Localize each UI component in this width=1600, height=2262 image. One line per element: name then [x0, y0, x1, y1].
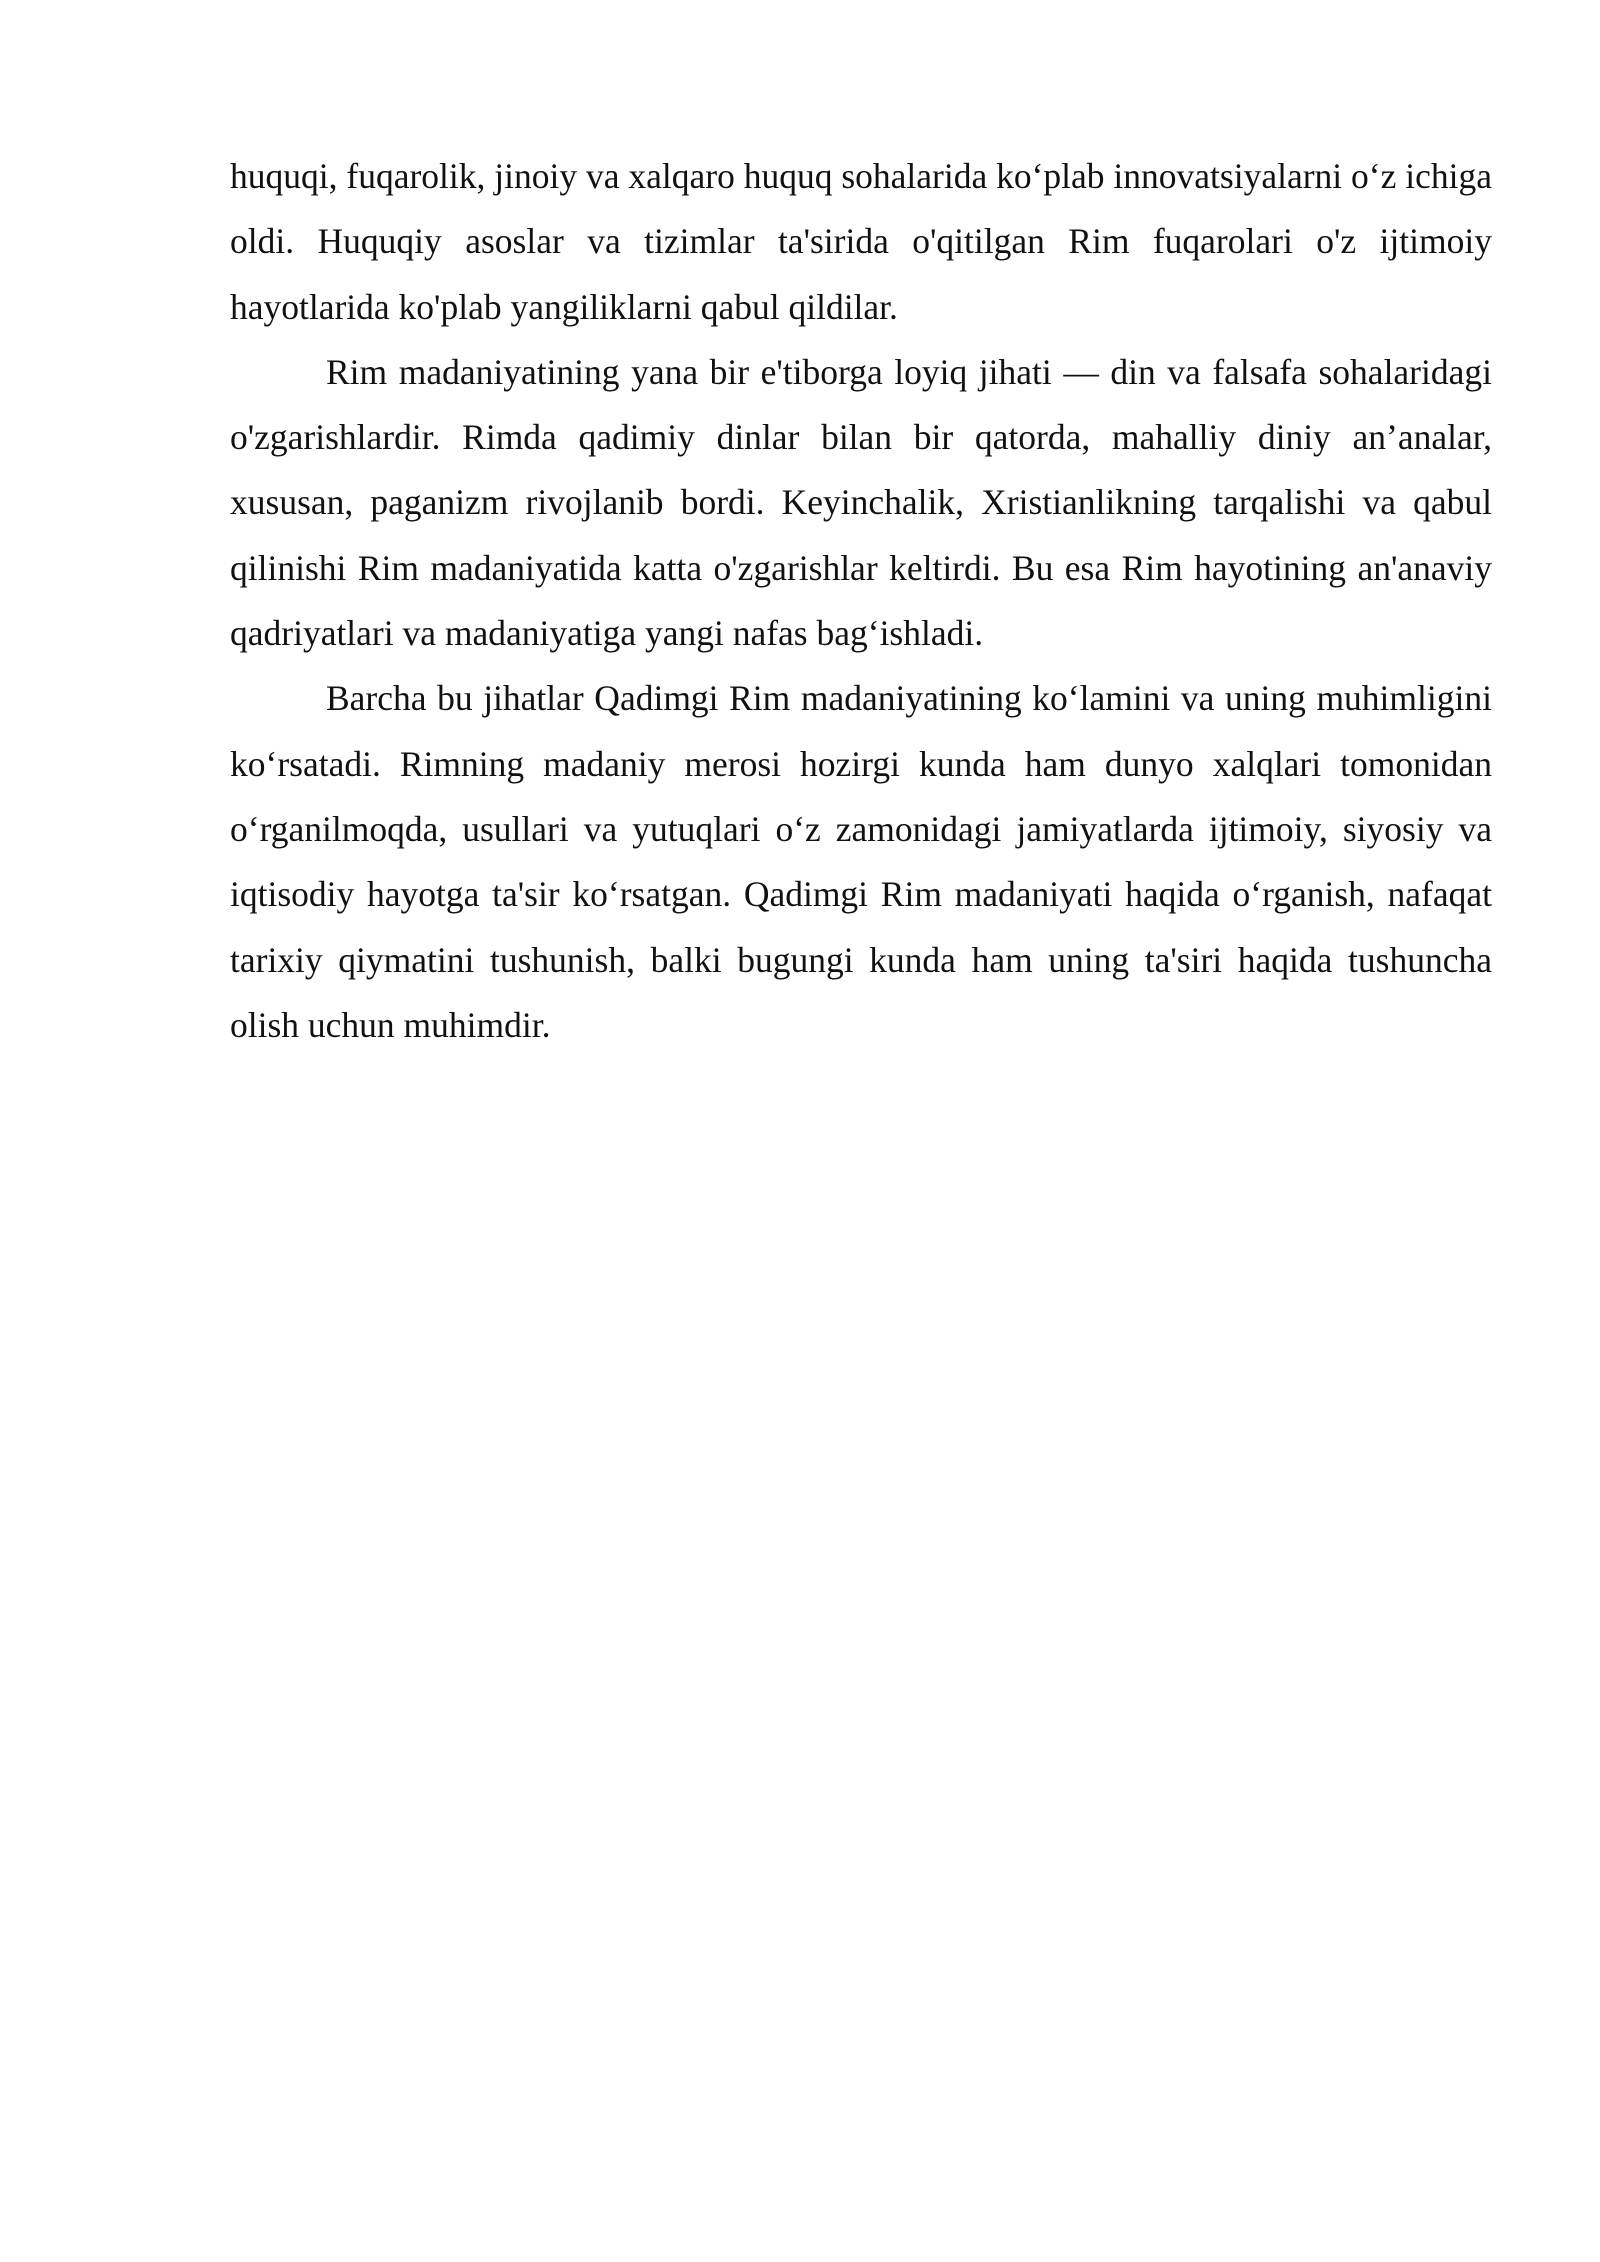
body-text — [230, 144, 1492, 1058]
paragraph-religion-philosophy: Rim madaniyatining yana bir e'tiborga loyiq jihati — din va falsafa sohalaridagi o'zgarishlardir. Rimda qadimiy dinlar bilan bir qatorda, mahalliy diniy an’analar, xususan, paganizm rivojlanib bordi. Keyinchalik, Xristianlikning tarqalishi va qabul qilinishi Rim madaniyatida katta o'zgarishlar keltirdi. Bu esa Rim hayotining an'anaviy qadriyatlari va madaniyatiga yangi nafas bag‘ishladi. — [230, 351, 1492, 654]
paragraph-conclusion: Barcha bu jihatlar Qadimgi Rim madaniyatining ko‘lamini va uning muhimligini ko‘rsatadi. Rimning madaniy merosi hozirgi kunda ham dunyo xalqlari tomonidan o‘rganilmoqda, usullari va yutuqlari o‘z zamonidagi jamiyatlarda ijtimoiy, siyosiy va iqtisodiy hayotga ta'sir ko‘rsatgan. Qadimgi Rim madaniyati haqida o‘rganish, nafaqat tarixiy qiymatini tushunish, balki bugungi kunda ham uning ta'siri haqida tushuncha olish uchun muhimdir. — [230, 678, 1492, 1045]
paragraph-continuation: huquqi, fuqarolik, jinoiy va xalqaro huquq sohalarida ko‘plab innovatsiyalarni o‘z ichiga oldi. Huquqiy asoslar va tizimlar ta'sirida o'qitilgan Rim fuqarolari o'z ijtimoiy hayotlarida ko'plab yangiliklarni qabul qildilar. — [230, 156, 1492, 327]
